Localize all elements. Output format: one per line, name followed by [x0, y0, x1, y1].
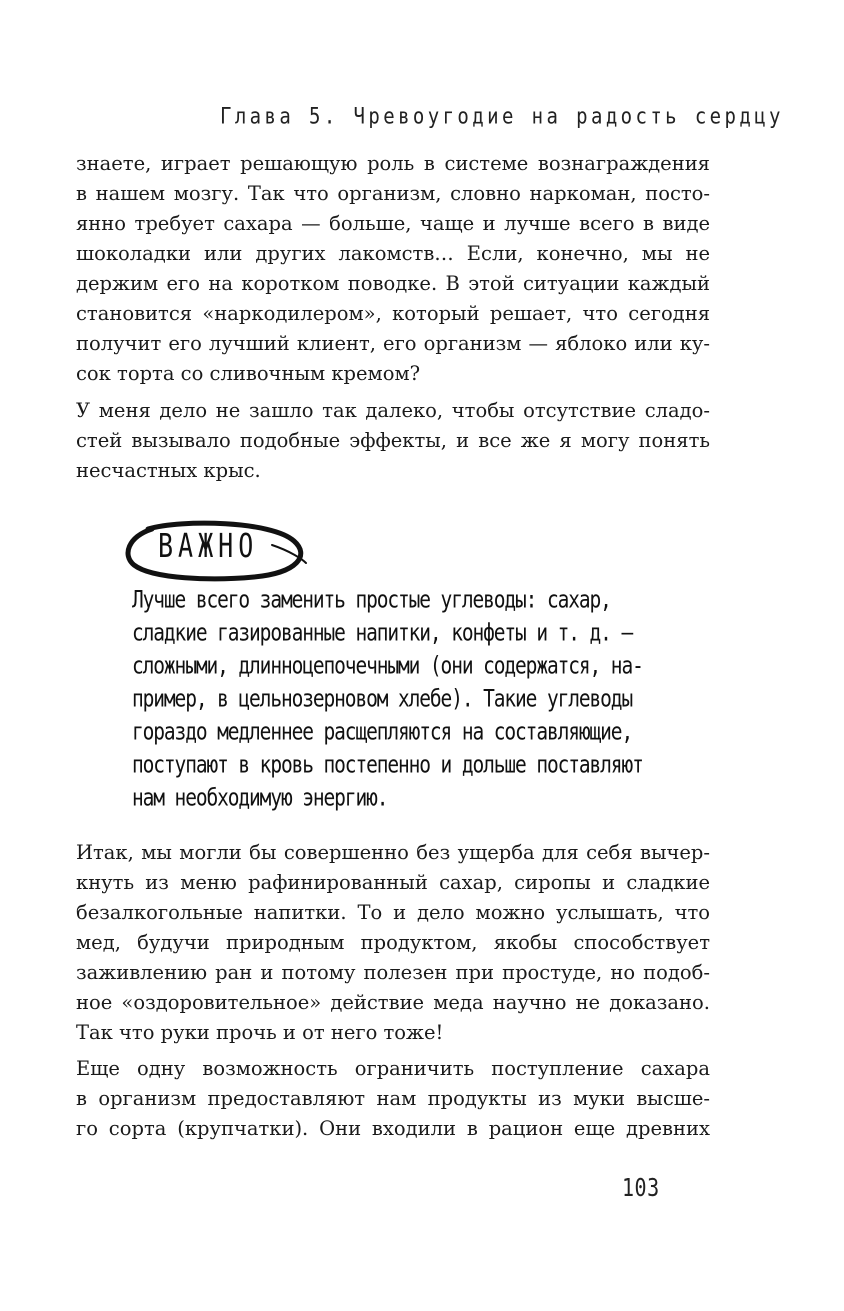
text-line: становится «наркодилером», который решает, что сегодня	[76, 302, 710, 325]
callout-line: гораздо медленнее расщепляются на составляющие,	[132, 717, 633, 746]
callout-line: сладкие газированные напитки, конфеты и т. д. —	[132, 618, 633, 647]
paragraph-2	[76, 396, 710, 486]
text-line: янно требует сахара — больше, чаще и лучше всего в виде	[76, 212, 710, 235]
text-line: несчастных крыс.	[76, 459, 261, 482]
callout-label: ВАЖНО	[158, 527, 259, 565]
text-line: в организм предоставляют нам продукты из муки высше-	[76, 1087, 710, 1110]
paragraph-3	[76, 838, 710, 1048]
text-line: шоколадки или других лакомств… Если, конечно, мы не	[76, 242, 710, 265]
text-line: получит его лучший клиент, его организм — яблоко или ку-	[76, 332, 710, 355]
callout-body	[132, 583, 652, 814]
paragraph-4	[76, 1054, 710, 1144]
text-line: знаете, играет решающую роль в системе вознаграждения	[76, 152, 710, 175]
callout-line: Лучше всего заменить простые углеводы: сахар,	[132, 585, 611, 614]
callout-line: поступают в кровь постепенно и дольше поставляют	[132, 750, 643, 779]
text-line: сок торта со сливочным кремом?	[76, 362, 421, 385]
paragraph-1	[76, 149, 710, 389]
text-line: безалкогольные напитки. То и дело можно услышать, что	[76, 901, 710, 924]
text-line: кнуть из меню рафинированный сахар, сиропы и сладкие	[76, 871, 710, 894]
text-line: го сорта (крупчатки). Они входили в рацион еще древних	[76, 1117, 710, 1140]
callout-line: пример, в цельнозерновом хлебе). Такие углеводы	[132, 684, 633, 713]
text-line: держим его на коротком поводке. В этой ситуации каждый	[76, 272, 710, 295]
text-line: ное «оздоровительное» действие меда научно не доказано.	[76, 991, 710, 1014]
text-line: Итак, мы могли бы совершенно без ущерба для себя вычер-	[76, 841, 710, 864]
callout-line: нам необходимую энергию.	[132, 783, 388, 812]
text-line: заживлению ран и потому полезен при простуде, но подоб-	[76, 961, 710, 984]
text-line: У меня дело не зашло так далеко, чтобы отсутствие сладо-	[76, 399, 710, 422]
text-line: Так что руки прочь и от него тоже!	[76, 1021, 444, 1044]
text-line: стей вызывало подобные эффекты, и все же я могу понять	[76, 429, 710, 452]
text-line: мед, будучи природным продуктом, якобы способствует	[76, 931, 710, 954]
page-number: 103	[622, 1172, 660, 1202]
text-line: Еще одну возможность ограничить поступление сахара	[76, 1057, 710, 1080]
text-line: в нашем мозгу. Так что организм, словно наркоман, посто-	[76, 182, 710, 205]
callout-line: сложными, длинноцепочечными (они содержатся, на-	[132, 651, 643, 680]
running-header: Глава 5. Чревоугодие на радость сердцу	[220, 104, 784, 130]
